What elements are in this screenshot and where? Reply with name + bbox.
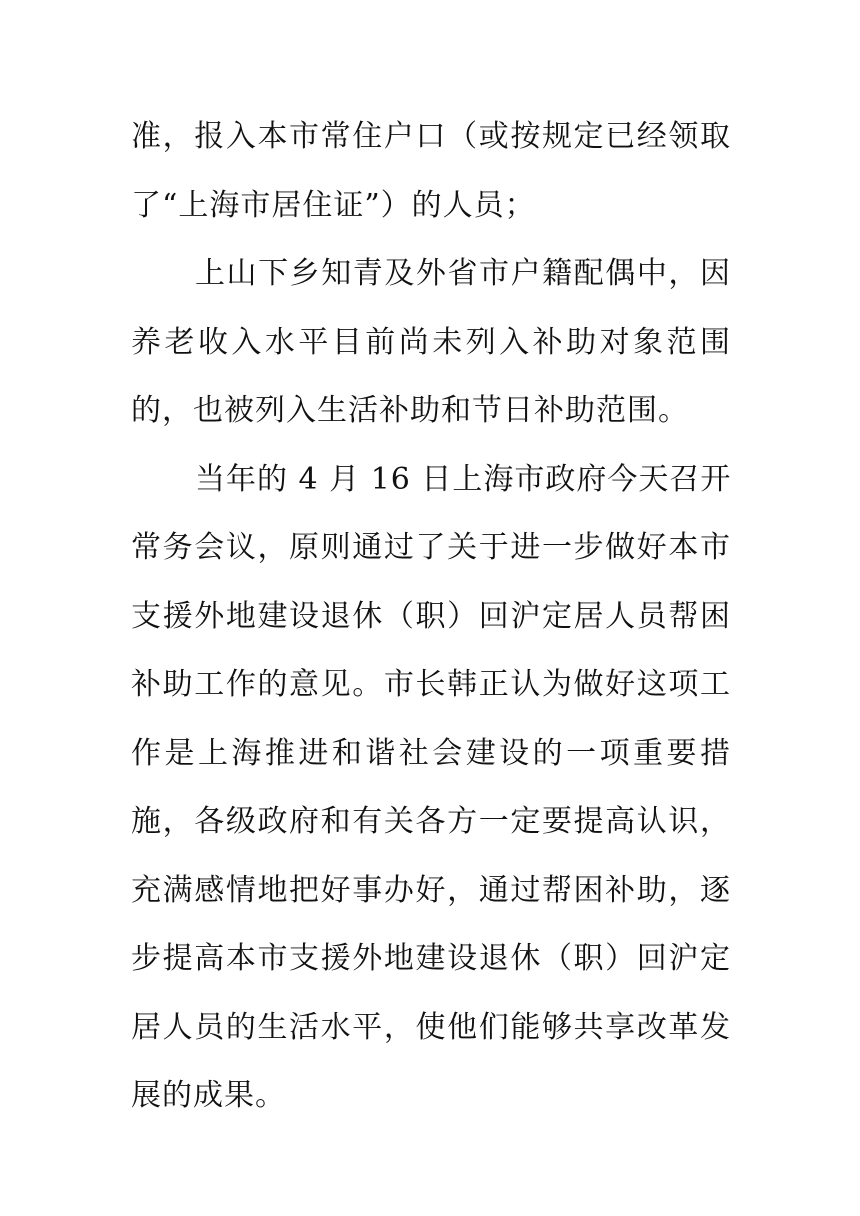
text-line: 施，各级政府和有关各方一定要提高认识，: [131, 804, 731, 839]
paragraph-2: [131, 240, 731, 446]
text-line: 常务会议，原则通过了关于进一步做好本市: [131, 530, 731, 565]
text-line: 当年的 4 月 16 日上海市政府今天召开: [195, 461, 731, 497]
text-line: 居人员的生活水平，使他们能够共享改革发: [131, 1009, 731, 1045]
text-line: 展的成果。: [131, 1078, 286, 1113]
text-line: 了“上海市居住证”）的人员；: [131, 187, 536, 223]
text-line: 上山下乡知青及外省市户籍配偶中，因: [195, 256, 731, 291]
paragraph-1: [131, 103, 731, 240]
body-text: [131, 103, 731, 1131]
text-line: 养老收入水平目前尚未列入补助对象范围: [131, 324, 731, 360]
text-line: 的，也被列入生活补助和节日补助范围。: [131, 393, 689, 428]
text-line: 充满感情地把好事办好，通过帮困补助，逐: [131, 872, 731, 908]
text-line: 步提高本市支援外地建设退休（职）回沪定: [131, 941, 731, 976]
text-line: 支援外地建设退休（职）回沪定居人员帮困: [131, 598, 731, 634]
text-line: 准，报入本市常住户口（或按规定已经领取: [131, 119, 731, 154]
text-line: 作是上海推进和谐社会建设的一项重要措: [131, 735, 731, 771]
text-line: 补助工作的意见。市长韩正认为做好这项工: [131, 667, 731, 702]
paragraph-3: [131, 446, 731, 1131]
